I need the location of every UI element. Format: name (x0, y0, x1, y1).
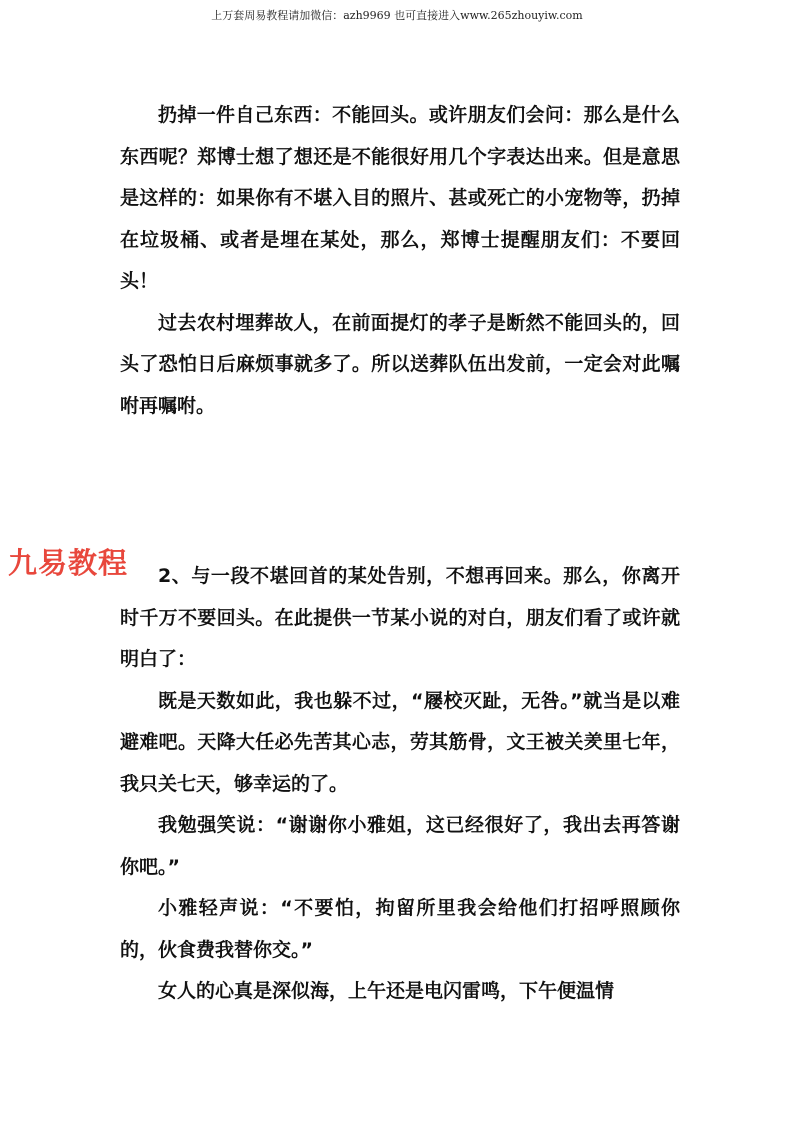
paragraph: 小雅轻声说：“不要怕，拘留所里我会给他们打招呼照顾你的，伙食费我替你交。” (120, 897, 680, 961)
paragraph: 我勉强笑说：“谢谢你小雅姐，这已经很好了，我出去再答谢你吧。” (120, 814, 680, 878)
text-block-top (120, 95, 680, 427)
paragraph: 女人的心真是深似海，上午还是电闪雷鸣，下午便温情 (158, 980, 615, 1002)
paragraph: 过去农村埋葬故人，在前面提灯的孝子是断然不能回头的，回头了恐怕日后麻烦事就多了。所以送葬队伍出发前，一定会对此嘱咐再嘱咐。 (120, 311, 680, 417)
paragraph: 2、与一段不堪回首的某处告别，不想再回来。那么，你离开时千万不要回头。在此提供一节某小说的对白，朋友们看了或许就明白了： (120, 565, 680, 670)
watermark-logo: 九易教程 (8, 546, 129, 580)
paragraph: 扔掉一件自己东西：不能回头。或许朋友们会问：那么是什么东西呢？郑博士想了想还是不能很好用几个字表达出来。但是意思是这样的：如果你有不堪入目的照片、甚或死亡的小宠物等，扔掉在垃圾桶、或者是埋在某处，那么，郑博士提醒朋友们：不要回头！ (120, 104, 680, 292)
page-header: 上万套周易教程请加微信：azh9969 也可直接进入www.265zhouyiw.com (211, 9, 583, 22)
text-block-bottom (120, 556, 680, 1013)
paragraph: 既是天数如此，我也躲不过，“屦校灭趾，无咎。”就当是以难避难吧。天降大任必先苦其心志，劳其筋骨，文王被关羑里七年，我只关七天，够幸运的了。 (120, 689, 680, 795)
